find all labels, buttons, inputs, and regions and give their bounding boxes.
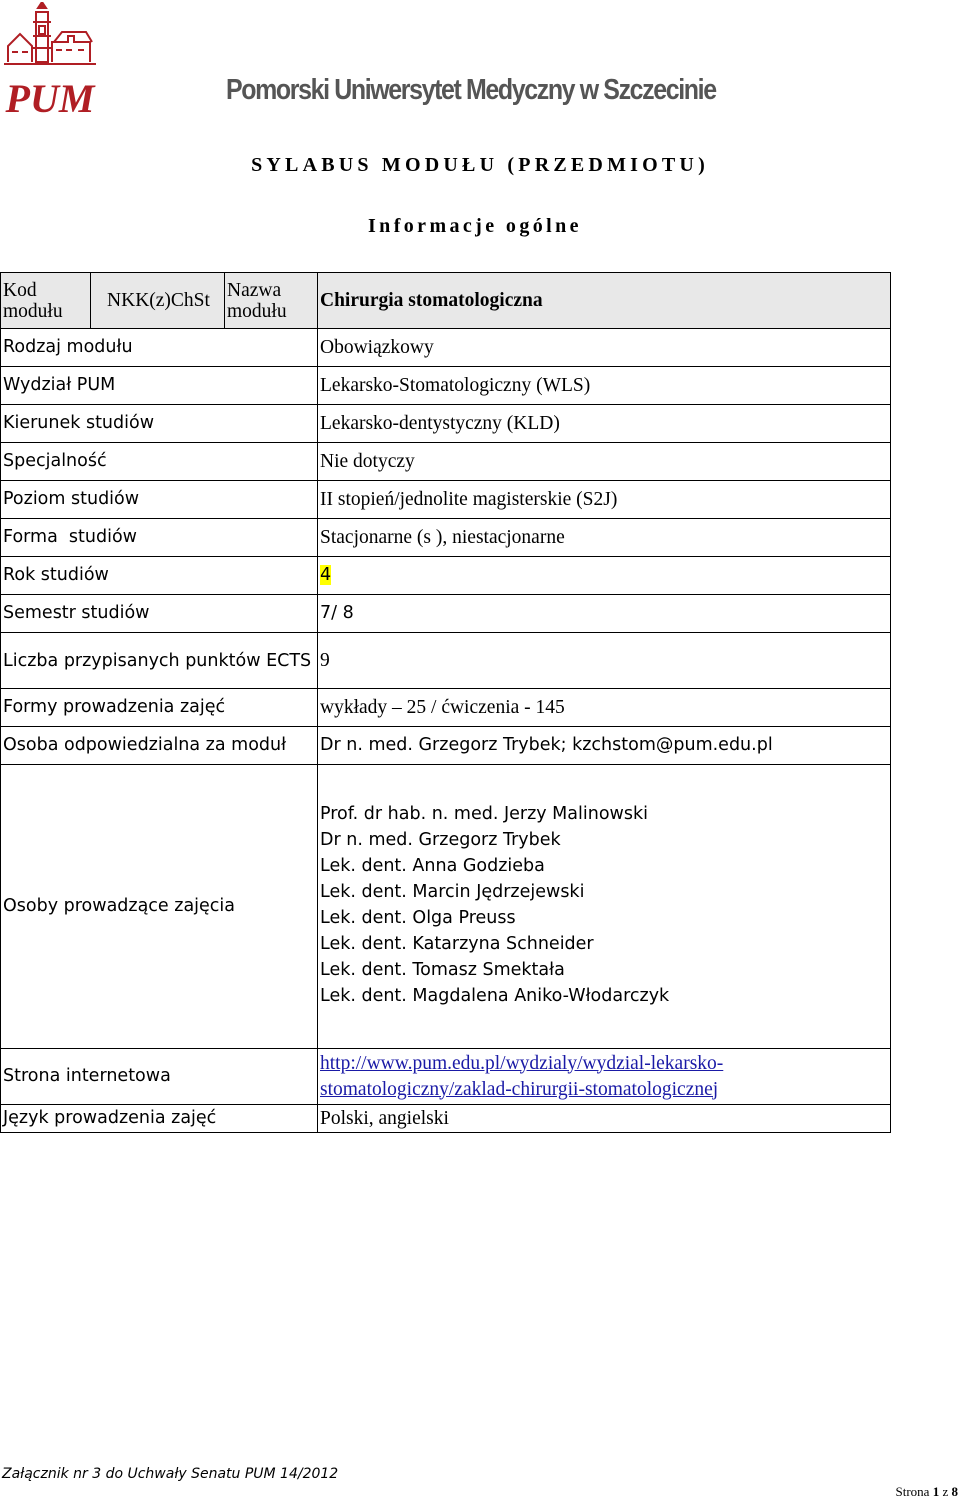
list-item: Lek. dent. Olga Preuss (320, 908, 516, 928)
table-row (1, 1105, 891, 1133)
document-subtitle: Informacje ogólne (368, 215, 582, 237)
table-row (1, 633, 891, 689)
website-link-line2[interactable]: stomatologiczny/zaklad-chirurgii-stomatologicznej (320, 1078, 719, 1100)
poziom-value: II stopień/jednolite magisterskie (S2J) (318, 481, 891, 519)
formy-value: wykłady – 25 / ćwiczenia - 145 (318, 689, 891, 727)
table-row-kod (1, 273, 891, 329)
kierunek-label: Kierunek studiów (1, 405, 318, 443)
page-current: 1 (932, 1484, 940, 1499)
nazwa-value: Chirurgia stomatologiczna (318, 273, 891, 329)
poziom-label: Poziom studiów (1, 481, 318, 519)
ects-value: 9 (318, 633, 891, 689)
page-number (896, 1484, 958, 1500)
table-row (1, 405, 891, 443)
rok-label: Rok studiów (1, 557, 318, 595)
list-item: Lek. dent. Anna Godzieba (320, 856, 545, 876)
list-item: Prof. dr hab. n. med. Jerzy Malinowski (320, 804, 648, 824)
page-sep: z (939, 1484, 952, 1499)
prowadzacy-label: Osoby prowadzące zajęcia (1, 765, 318, 1049)
university-name: Pomorski Uniwersytet Medyczny w Szczecinie (226, 74, 716, 106)
list-item: Dr n. med. Grzegorz Trybek (320, 830, 561, 850)
wydzial-label: Wydział PUM (1, 367, 318, 405)
specjalnosc-label: Specjalność (1, 443, 318, 481)
page-header (0, 0, 960, 125)
jezyk-value: Polski, angielski (318, 1105, 891, 1133)
wydzial-value: Lekarsko-Stomatologiczny (WLS) (318, 367, 891, 405)
rok-value (318, 557, 891, 595)
rodzaj-value: Obowiązkowy (318, 329, 891, 367)
nazwa-label: Nazwa modułu (225, 273, 318, 329)
list-item: Lek. dent. Magdalena Aniko-Włodarczyk (320, 986, 670, 1006)
list-item: Lek. dent. Katarzyna Schneider (320, 934, 594, 954)
document-title: SYLABUS MODUŁU (PRZEDMIOTU) (251, 154, 709, 176)
table-row (1, 557, 891, 595)
list-item: Lek. dent. Tomasz Smektała (320, 960, 565, 980)
prowadzacy-list (318, 765, 891, 1049)
rok-highlight: 4 (320, 565, 332, 585)
page-total: 8 (951, 1484, 958, 1499)
footer-attachment-note: Załącznik nr 3 do Uchwały Senatu PUM 14/2012 (2, 1466, 339, 1482)
semestr-label: Semestr studiów (1, 595, 318, 633)
kod-value: NKK(z)ChSt (91, 273, 225, 329)
table-row (1, 481, 891, 519)
jezyk-label: Język prowadzenia zajęć (1, 1105, 318, 1133)
table-row (1, 689, 891, 727)
ects-label: Liczba przypisanych punktów ECTS (1, 633, 318, 689)
strona-label: Strona internetowa (1, 1049, 318, 1105)
table-row (1, 595, 891, 633)
kierunek-value: Lekarsko-dentystyczny (KLD) (318, 405, 891, 443)
table-row-prowadzacy (1, 765, 891, 1049)
rodzaj-label: Rodzaj modułu (1, 329, 318, 367)
forma-label: Forma studiów (1, 519, 318, 557)
table-row (1, 1049, 891, 1105)
syllabus-table (0, 272, 891, 1133)
table-row (1, 367, 891, 405)
pum-logo (2, 2, 98, 122)
website-link[interactable] (318, 1049, 891, 1105)
semestr-value: 7/ 8 (318, 595, 891, 633)
osoba-value: Dr n. med. Grzegorz Trybek; kzchstom@pum.edu.pl (318, 727, 891, 765)
specjalnosc-value: Nie dotyczy (318, 443, 891, 481)
table-row (1, 519, 891, 557)
table-row (1, 727, 891, 765)
table-row (1, 329, 891, 367)
svg-text:PUM: PUM (5, 76, 95, 121)
table-row (1, 443, 891, 481)
page-prefix: Strona (895, 1484, 933, 1499)
website-link-line1[interactable]: http://www.pum.edu.pl/wydzialy/wydzial-lekarsko- (320, 1052, 724, 1074)
list-item: Lek. dent. Marcin Jędrzejewski (320, 882, 585, 902)
forma-value: Stacjonarne (s ), niestacjonarne (318, 519, 891, 557)
kod-label: Kod modułu (1, 273, 91, 329)
osoba-label: Osoba odpowiedzialna za moduł (1, 727, 318, 765)
formy-label: Formy prowadzenia zajęć (1, 689, 318, 727)
